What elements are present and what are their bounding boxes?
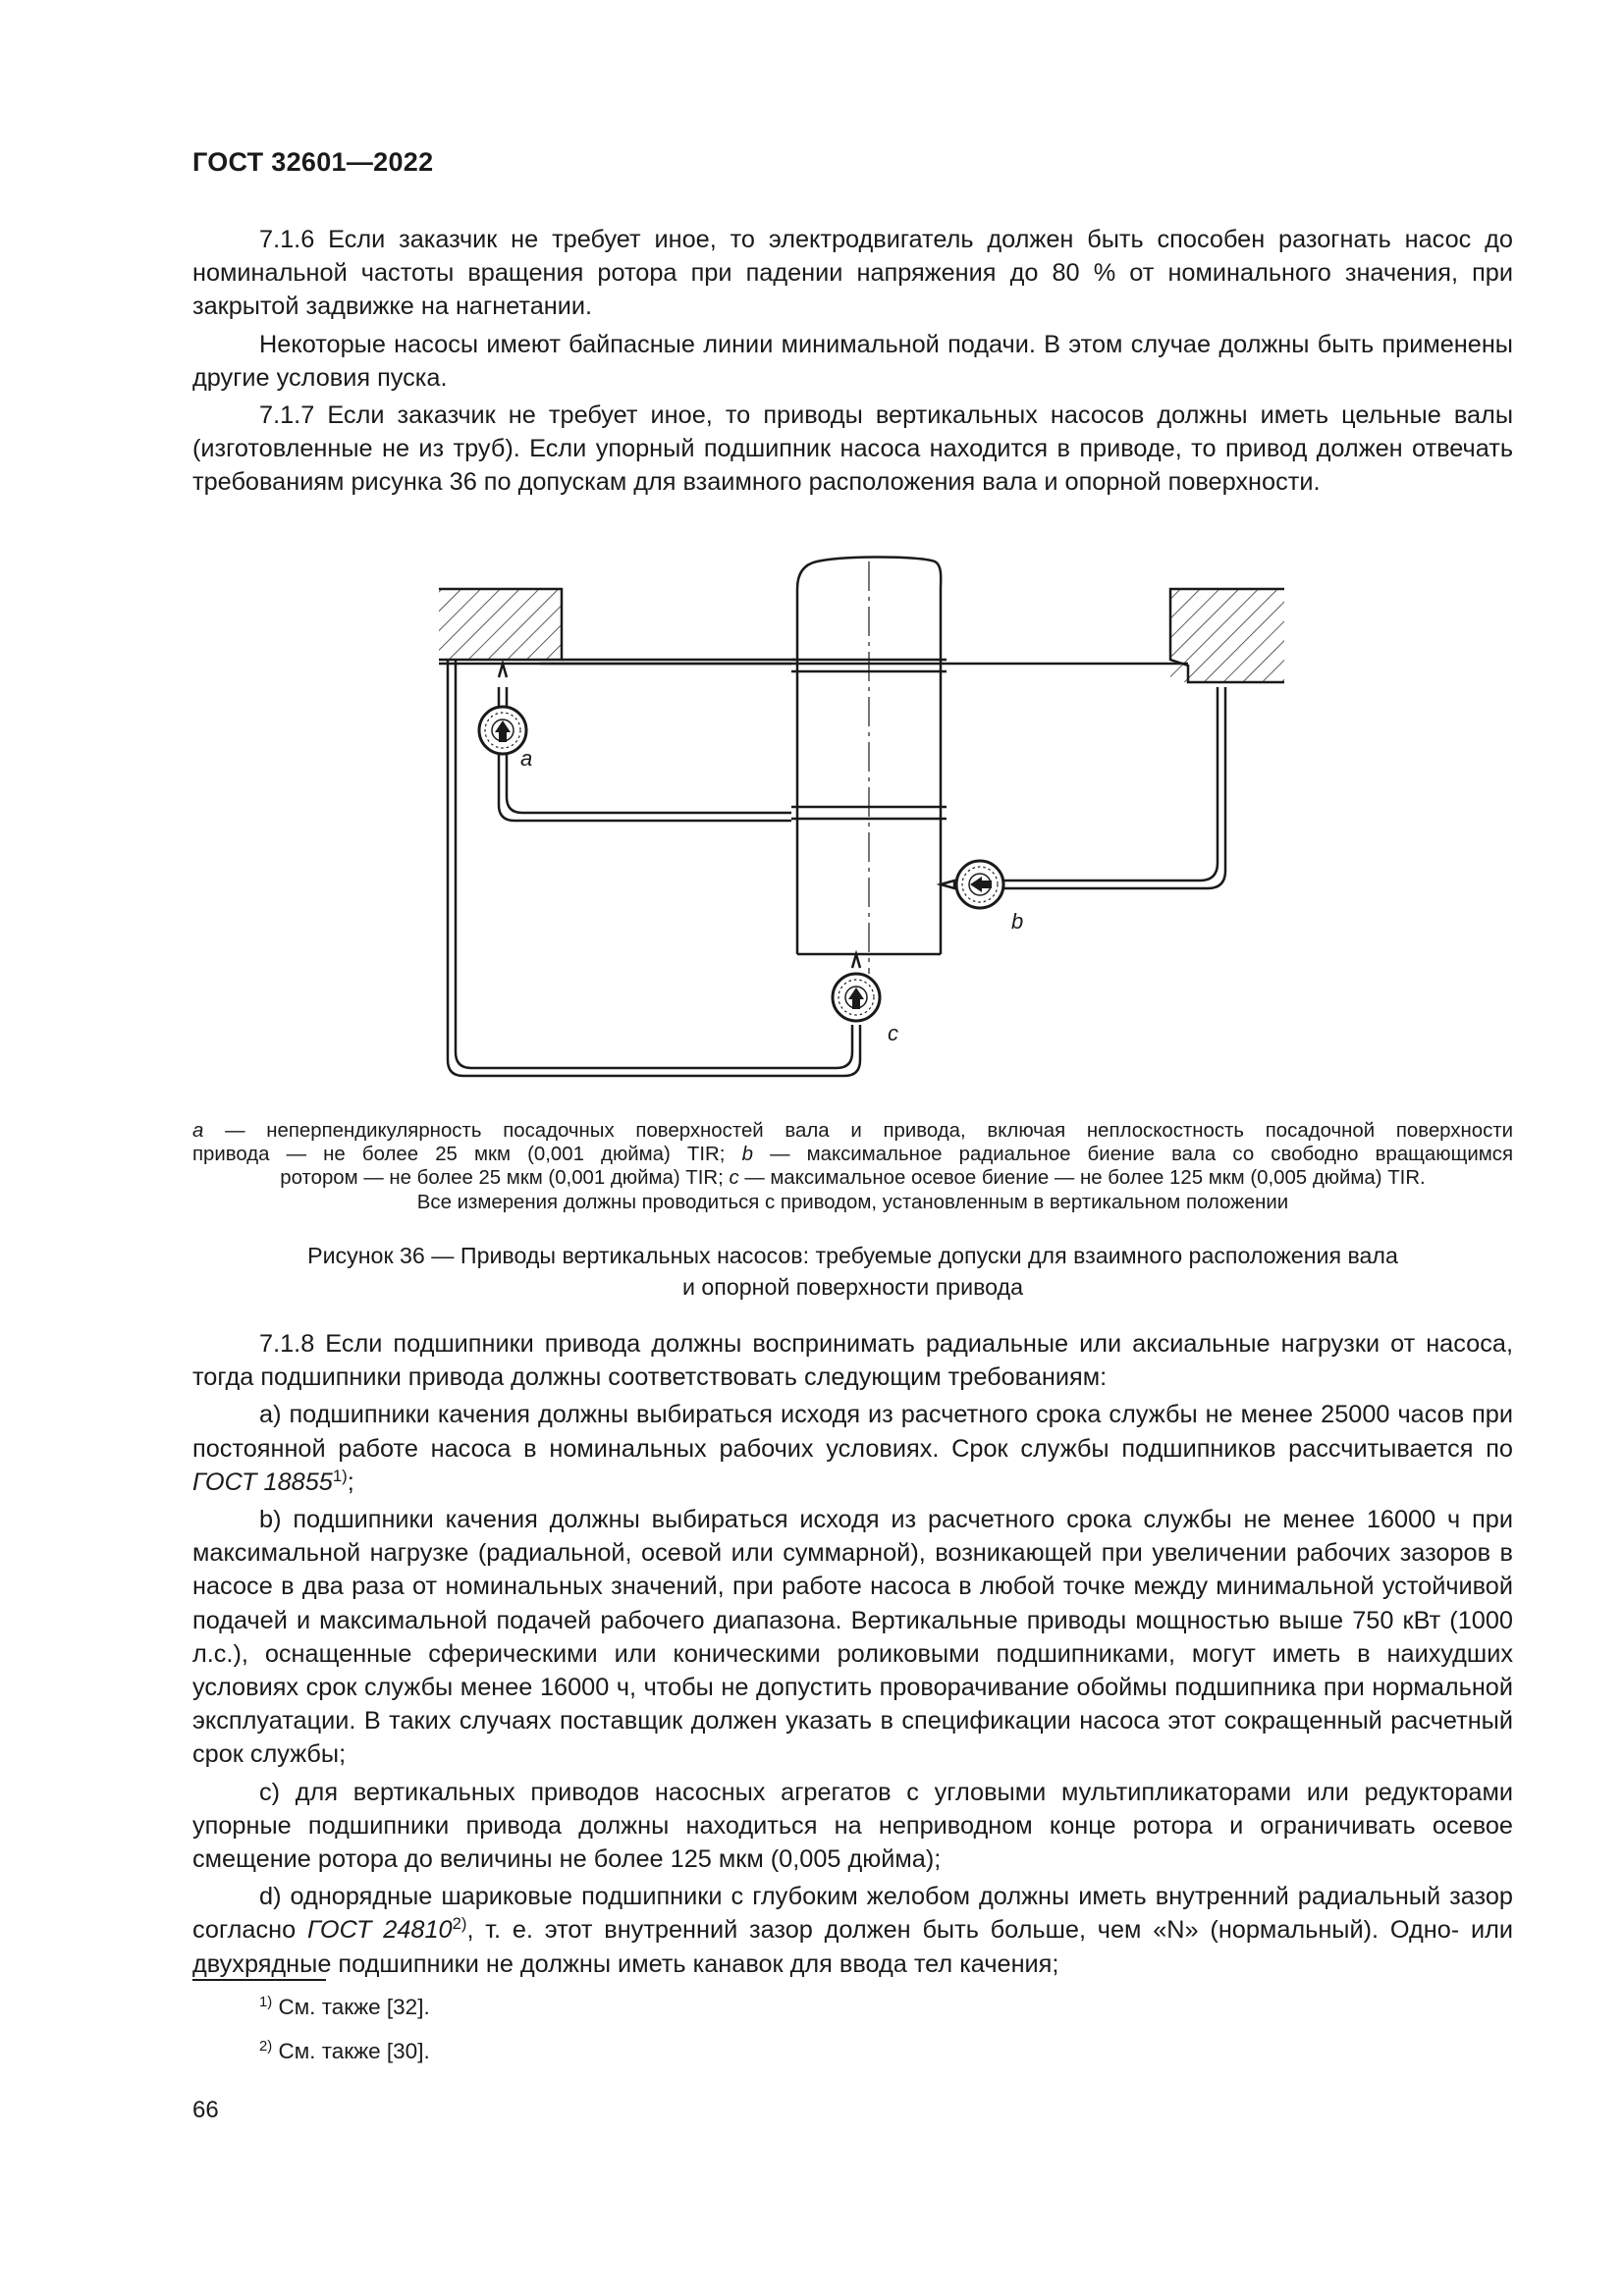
paragraph-7-1-8: 7.1.8 Если подшипники привода должны воспринимать радиальные или аксиальные нагрузки от насоса, тогда подшипники привода должны соответствовать следующим требованиям: [192, 1330, 1513, 1392]
footnote-ref-1: 1) [332, 1466, 348, 1485]
label-b: b [1011, 909, 1024, 934]
item-a-end: ; [347, 1468, 354, 1496]
dial-indicator-c [833, 974, 880, 1021]
legend-line-4: Все измерения должны проводиться с приводом, установленным в вертикальном положении [416, 1191, 1289, 1213]
shaft [791, 558, 947, 975]
legend-text-3b: — максимальное осевое биение — не более 125 мкм (0,005 дюйма) TIR. [744, 1167, 1426, 1190]
caption-line-2: и опорной поверхности привода [682, 1274, 1023, 1300]
section-7-1-8 [192, 1327, 1513, 1981]
left-foundation-block [439, 589, 562, 660]
legend-line-3 [192, 1166, 1513, 1190]
label-a: a [520, 746, 533, 771]
indicator-b-stand [941, 687, 1225, 888]
legend-line-2 [192, 1143, 1513, 1166]
item-a-standard-ref: ГОСТ 18855 [192, 1468, 333, 1496]
legend-key-c: c [729, 1167, 739, 1190]
legend-key-a: a [192, 1120, 204, 1142]
paragraph-bypass: Некоторые насосы имеют байпасные линии минимальной подачи. В этом случае должны быть применены другие условия пуска. [192, 330, 1513, 392]
item-a-text: а) подшипники качения должны выбираться исходя из расчетного срока службы не менее 25000 часов при постоянной работе насоса в номинальных рабочих условиях. Срок службы подшипников рассчитывается по [192, 1401, 1513, 1463]
figure-caption [192, 1240, 1513, 1303]
figure-legend [192, 1119, 1513, 1214]
paragraph-7-1-7: 7.1.7 Если заказчик не требует иное, то приводы вертикальных насосов должны иметь цельные валы (изготовленные не из труб). Если упорный подшипник насоса находится в приводе, то привод должен отвечать требованиям рисунка 36 по допускам для взаимного расположения вала и опорной поверхности. [192, 401, 1513, 497]
indicator-a-stand [499, 664, 791, 821]
legend-text-1: — неперпендикулярность посадочных поверхностей вала и привода, включая неплоскостность посадочной поверхности [225, 1120, 1514, 1142]
footnote-1-mark: 1) [259, 1994, 273, 2010]
item-d-end: , т. е. этот внутренний зазор должен быть больше, чем «N» (нормальный). Одно- или двухрядные подшипники не должны иметь канавок для ввода тел качения; [192, 1916, 1513, 1978]
item-d-text: d) однорядные шариковые подшипники с глубоким желобом должны иметь внутренний радиальный зазор согласно [192, 1883, 1513, 1945]
list-item-d [192, 1880, 1513, 1981]
legend-text-2a: привода — не более 25 мкм (0,001 дюйма) TIR; [192, 1144, 726, 1166]
footnote-2-mark: 2) [259, 2038, 273, 2055]
legend-key-b: b [741, 1144, 753, 1166]
list-item-a [192, 1398, 1513, 1499]
footnote-ref-2: 2) [452, 1914, 467, 1934]
footnote-1-text: См. также [32]. [278, 1995, 430, 2019]
legend-line-1 [192, 1119, 1513, 1143]
footnote-separator [192, 1979, 326, 1981]
dial-indicator-a [479, 707, 526, 754]
paragraph-7-1-6: 7.1.6 Если заказчик не требует иное, то электродвигатель должен быть способен разогнать насос до номинальной частоты вращения ротора при падении напряжения до 80 % от номинального значения, при закрытой задвижке на нагнетании. [192, 226, 1513, 321]
footnote-1 [259, 1994, 430, 2021]
legend-text-3a: ротором — не более 25 мкм (0,001 дюйма) TIR; [280, 1167, 724, 1190]
item-d-standard-ref: ГОСТ 24810 [307, 1916, 453, 1945]
page-number: 66 [192, 2097, 219, 2123]
dial-indicator-b [956, 861, 1003, 908]
list-item-b: b) подшипники качения должны выбираться исходя из расчетного срока службы не менее 16000 ч при максимальной нагрузке (радиальной, осевой или суммарной), возникающей при увеличении рабочих зазоров в насосе в два раза от номинальных значений, при работе насоса в любой точке между минимальной устойчивой подачей и максимальной подачей рабочего диапазона. Вертикальные приводы мощностью выше 750 кВт (1000 л.с.), оснащенные сферическими или коническими роликовыми подшипниками, могут иметь в наихудших условиях срок службы менее 16000 ч, чтобы не допустить проворачивание обоймы подшипника при нормальной эксплуатации. В таких случаях поставщик должен указать в спецификации насоса этот сокращенный расчетный срок службы; [192, 1506, 1513, 1769]
footnote-2 [259, 2038, 430, 2065]
label-c: c [888, 1021, 898, 1045]
list-item-c: c) для вертикальных приводов насосных агрегатов с угловыми мультипликаторами или редукторами упорные подшипники привода должны находиться на неприводном конце ротора и ограничивать осевое смещение ротора до величины не более 125 мкм (0,005 дюйма); [192, 1778, 1513, 1874]
footnote-2-text: См. также [30]. [278, 2039, 430, 2063]
legend-text-2b: — максимальное радиальное биение вала со свободно вращающимся [770, 1144, 1513, 1166]
document-header: ГОСТ 32601—2022 [192, 147, 434, 177]
caption-line-1: Рисунок 36 — Приводы вертикальных насосов: требуемые допуски для взаимного расположения вала [307, 1243, 1398, 1268]
right-foundation-block [1170, 589, 1284, 682]
